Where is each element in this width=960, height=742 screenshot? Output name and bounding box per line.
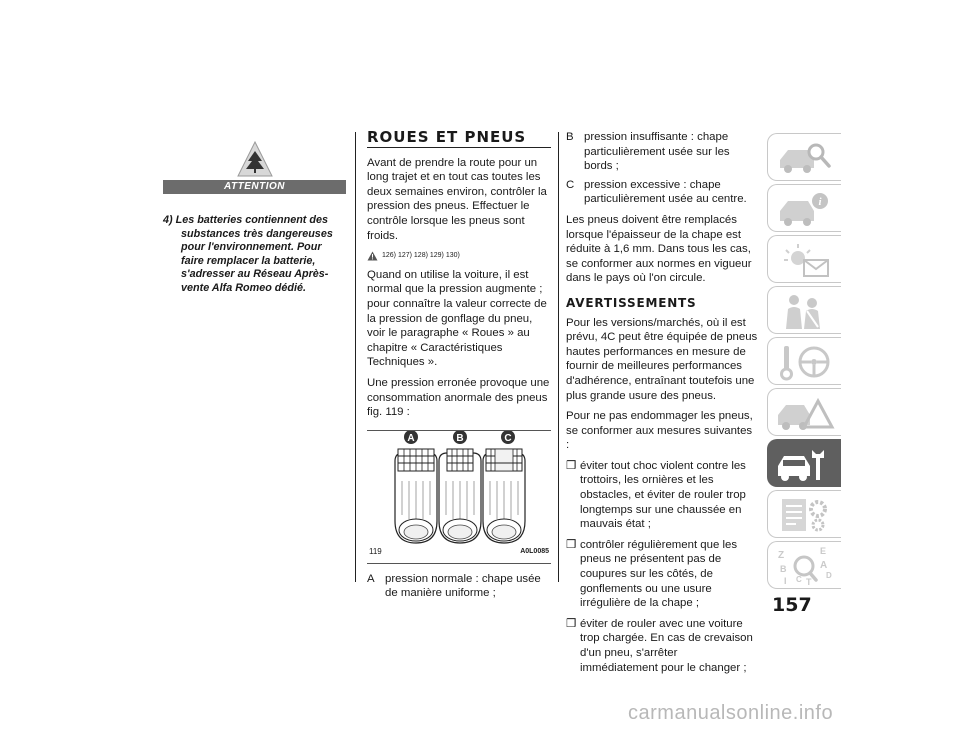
warning-references — [367, 249, 551, 264]
seatbelt-person-icon — [774, 291, 836, 331]
svg-text:A: A — [820, 560, 828, 571]
svg-text:i: i — [818, 196, 822, 208]
warnings-column — [566, 130, 758, 681]
environment-symbol — [163, 140, 346, 180]
svg-text:T: T — [806, 577, 812, 586]
svg-text:B: B — [780, 564, 787, 574]
chapter-tabs — [767, 133, 841, 592]
tab-maintenance[interactable] — [767, 439, 841, 487]
tire-c-drawing — [483, 449, 525, 543]
caption-b-key: B — [566, 131, 574, 143]
bullet-glyph: ❒ — [566, 459, 577, 472]
tab-info[interactable] — [767, 184, 841, 232]
label-c: C — [504, 432, 512, 444]
list-item-text: éviter de rouler avec une voiture trop chargée. En cas de crevaison d'un pneu, s'arrêter immédiatement pour le changer ; — [580, 617, 753, 674]
list-item-text: contrôler régulièrement que les pneus ne présentent pas de coupures sur les côtés, de gonflements ou une usure irrégulière de la chape ; — [580, 538, 738, 610]
svg-text:E: E — [820, 546, 827, 556]
figure-number: 119 — [369, 547, 382, 557]
tab-dashboard-warnings[interactable] — [767, 235, 841, 283]
caption-c-key: C — [566, 178, 575, 191]
caption-b — [566, 130, 758, 174]
tire-b-drawing — [439, 449, 481, 543]
tree-warning-icon — [236, 140, 274, 178]
caption-a-key: A — [367, 572, 375, 585]
list-item — [566, 538, 758, 611]
warnings-title: AVERTISSEMENTS — [566, 295, 697, 310]
list-item — [566, 617, 758, 675]
bullet-glyph: ❒ — [566, 617, 577, 630]
key-steering-wheel-icon — [774, 342, 836, 382]
attention-column — [163, 140, 346, 296]
caption-c — [566, 178, 758, 207]
tire-wear-illustration — [367, 431, 551, 551]
caption-a — [367, 572, 551, 601]
label-a: A — [407, 432, 415, 444]
high-performance-paragraph: Pour les versions/marchés, où il est prévu, 4C peut être équipée de pneus hautes performances en mesure de fournir de meilleures performances d'adhérence, entraînant toutefois une plus grande usure des pneus. — [566, 316, 758, 402]
column-divider-right — [558, 132, 559, 582]
replacement-paragraph: Les pneus doivent être remplacés lorsque l'épaisseur de la chape est réduite à 1,6 mm. Dans tous les cas, se conformer aux normes en vigueur dans le pays où l'on circule. — [566, 213, 752, 285]
tire-wear-figure — [367, 430, 551, 564]
svg-text:Z: Z — [778, 550, 785, 561]
reference-numbers: 126) 127) 128) 129) 130) — [382, 252, 460, 260]
car-magnifier-icon — [774, 138, 836, 178]
tab-emergency[interactable] — [767, 388, 841, 436]
caption-a-text: pression normale : chape usée de manière uniforme ; — [385, 572, 541, 600]
svg-text:C: C — [796, 575, 802, 584]
pressure-paragraph: Quand on utilise la voiture, il est normal que la pression augmente ; pour connaître la valeur correcte de la pression de gonflage du pneu, voir le paragraphe « Roues » au chapitre « Caractéristiques Techniques ». — [367, 268, 547, 369]
intro-paragraph: Avant de prendre la route pour un long trajet et en tout cas toutes les deux semaines environ, contrôler la pression des pneus. Effectuer le contrôle lorsque les pneus sont froids. — [367, 156, 547, 242]
attention-bar: ATTENTION — [163, 180, 346, 194]
tires-column — [367, 130, 551, 601]
label-b: B — [456, 432, 464, 444]
caption-b-text: pression insuffisante : chape particulièrement usée sur les bords ; — [584, 131, 730, 173]
svg-text:D: D — [826, 571, 832, 580]
tire-a-drawing — [395, 449, 437, 543]
warning-triangle-icon — [367, 251, 378, 261]
section-title: ROUES ET PNEUS — [367, 130, 551, 148]
tab-vehicle-knowledge[interactable] — [767, 133, 841, 181]
footer-watermark: carmanualsonline.info — [628, 702, 834, 724]
alphabetical-index-icon — [774, 546, 836, 586]
tab-index[interactable] — [767, 541, 841, 589]
car-wrench-icon — [774, 444, 836, 484]
car-info-icon — [774, 189, 836, 229]
document-gear-icon — [774, 495, 836, 535]
warning-light-envelope-icon — [774, 240, 836, 280]
list-item — [566, 459, 758, 532]
figure-code: A0L0085 — [520, 548, 549, 556]
car-warning-triangle-icon — [774, 393, 836, 433]
column-divider-left — [355, 132, 356, 582]
tab-safety[interactable] — [767, 286, 841, 334]
wrong-pressure-paragraph: Une pression erronée provoque une consommation anormale des pneus fig. 119 : — [367, 376, 550, 419]
caption-c-text: pression excessive : chape particulièrement usée au centre. — [584, 178, 747, 206]
bullet-glyph: ❒ — [566, 538, 577, 551]
tab-technical-data[interactable] — [767, 490, 841, 538]
attention-item: 4) Les batteries contiennent des substances très dangereuses pour l'environnement. Pour faire remplacer la batterie, s'adresser au Réseau Après-vente Alfa Romeo dédié. — [163, 214, 333, 294]
page-number: 157 — [772, 594, 812, 616]
measures-intro: Pour ne pas endommager les pneus, se conformer aux mesures suivantes : — [566, 410, 753, 452]
tab-starting-driving[interactable] — [767, 337, 841, 385]
list-item-text: éviter tout choc violent contre les trottoirs, les ornières et les obstacles, et éviter de rouler trop longtemps sur une chaussée en mauvais état ; — [580, 459, 746, 531]
svg-text:I: I — [784, 576, 787, 586]
